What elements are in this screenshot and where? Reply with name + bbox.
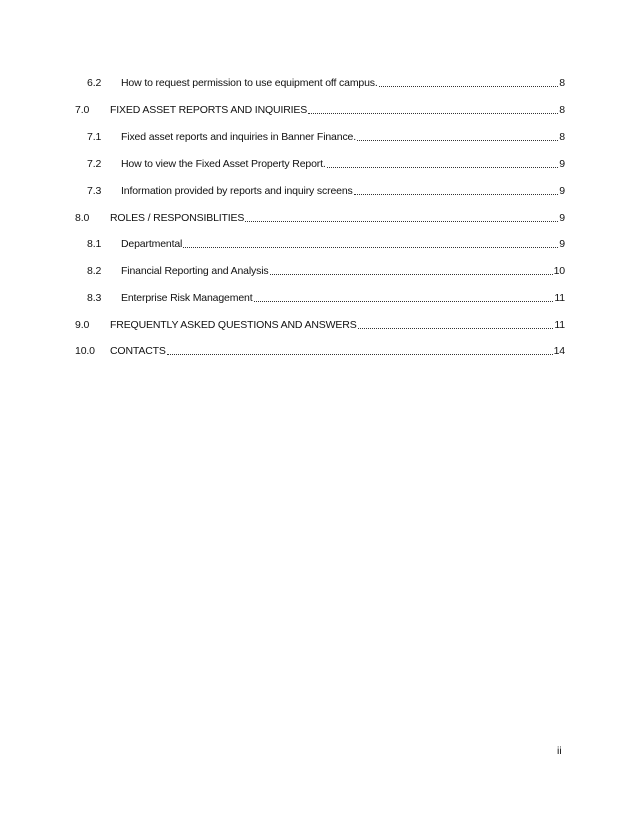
toc-entry-number: 10.0 [75,345,95,357]
toc-entry-page: 11 [554,292,565,304]
toc-entry-9-0[interactable] [75,316,565,332]
toc-dot-leader [183,247,558,248]
toc-dot-leader [254,301,554,302]
toc-entry-page: 9 [559,238,565,250]
toc-entry-page: 9 [559,185,565,197]
toc-entry-page: 9 [559,158,565,170]
toc-entry-page: 10 [553,265,565,277]
toc-entry-number: 7.0 [75,104,90,116]
toc-entry-title: FREQUENTLY ASKED QUESTIONS AND ANSWERS [110,319,357,331]
toc-entry-number: 6.2 [87,77,102,89]
toc-entry-7-1[interactable] [87,128,565,144]
toc-entry-8-2[interactable] [87,262,565,278]
footer-page-number: ii [557,745,562,757]
toc-entry-7-3[interactable] [87,182,565,198]
toc-entry-title: Financial Reporting and Analysis [121,265,269,277]
toc-dot-leader [358,328,554,329]
toc-dot-leader [357,140,558,141]
toc-dot-leader [270,274,553,275]
toc-entry-7-2[interactable] [87,155,565,171]
toc-dot-leader [167,354,553,355]
toc-entry-number: 8.1 [87,238,102,250]
toc-entry-number: 8.2 [87,265,102,277]
toc-entry-page: 14 [553,345,565,357]
toc-dot-leader [379,86,559,87]
toc-entry-number: 7.3 [87,185,102,197]
toc-entry-8-0[interactable] [75,209,565,225]
toc-entry-title: Fixed asset reports and inquiries in Banner Finance. [121,131,356,143]
toc-dot-leader [327,167,559,168]
toc-entry-8-1[interactable] [87,235,565,251]
toc-entry-number: 8.0 [75,212,90,224]
toc-entry-page: 9 [559,212,565,224]
toc-entry-page: 8 [559,77,565,89]
toc-dot-leader [308,113,558,114]
toc-entry-title: Information provided by reports and inquiry screens [121,185,353,197]
toc-entry-title: Departmental [121,238,183,250]
toc-entry-6-2[interactable] [87,74,565,90]
toc-entry-title: CONTACTS [110,345,166,357]
toc-entry-title: FIXED ASSET REPORTS AND INQUIRIES [110,104,308,116]
toc-entry-title: How to view the Fixed Asset Property Report. [121,158,326,170]
toc-entry-10-0[interactable] [75,342,565,358]
toc-entry-page: 11 [554,319,565,331]
toc-entry-page: 8 [559,131,565,143]
toc-dot-leader [354,194,559,195]
toc-entry-7-0[interactable] [75,101,565,117]
toc-entry-title: Enterprise Risk Management [121,292,253,304]
toc-entry-title: ROLES / RESPONSIBLITIES [110,212,245,224]
toc-entry-number: 7.2 [87,158,102,170]
toc-entry-8-3[interactable] [87,289,565,305]
toc-entry-number: 9.0 [75,319,90,331]
toc-entry-page: 8 [559,104,565,116]
toc-entry-title: How to request permission to use equipment off campus. [121,77,378,89]
toc-entry-number: 7.1 [87,131,102,143]
toc-entry-number: 8.3 [87,292,102,304]
toc-dot-leader [245,221,558,222]
